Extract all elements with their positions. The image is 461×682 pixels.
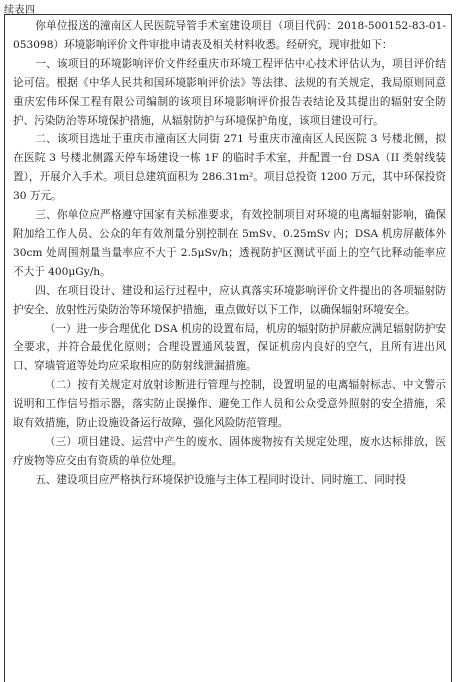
- item-4-sub-3-paragraph: （三）项目建设、运营中产生的废水、固体废物按有关规定处理，废水达标排放，医疗废物等应交由有资质的单位处理。: [13, 435, 446, 467]
- item-4-sub-2-paragraph: （二）按有关规定对放射诊断进行管理与控制，设置明显的电离辐射标志、中文警示说明和工作信号指示器，落实防止误操作、避免工作人员和公众受意外照射的安全措施，采取有效措施，防止设施设备运行故障，强化风险防范管理。: [13, 379, 446, 430]
- item-4-sub-1-paragraph: （一）进一步合理优化 DSA 机房的设置布局，机房的辐射防护屏蔽应满足辐射防护安全要求，并符合最优化原则；合理设置通风装置，保证机房内良好的空气，且所有进出风口、穿墙管道等处均应采取相应的防射线泄漏措施。: [13, 322, 446, 373]
- approval-text-body: [5, 15, 451, 490]
- intro-paragraph: 你单位报送的潼南区人民医院导管手术室建设项目（项目代码：2018-500152-83-01-053098）环境影响评价文件审批申请表及相关材料收悉。经研究，现审批如下：: [13, 20, 446, 51]
- item-5-paragraph: 五、建设项目应严格执行环境保护设施与主体工程同时设计、同时施工、同时投: [35, 473, 407, 486]
- item-2-paragraph: 二、该项目选址于重庆市潼南区大同街 271 号重庆市潼南区人民医院 3 号楼北侧，拟在医院 3 号楼北侧露天停车场建设一栋 1F 的临时手术室，并配置一台 DSA（II 类射线装置），开展介入手术。项目总建筑面积为 286.31m²。项目总投资 1200 万元，其中环保投资 30 万元。: [13, 133, 446, 203]
- item-3-paragraph: 三、你单位应严格遵守国家有关标准要求，有效控制项目对环境的电离辐射影响，确保附加给工作人员、公众的年有效剂量分别控制在 5mSv、0.25mSv 内；DSA 机房屏蔽体外 30cm 处周围剂量当量率应不大于 2.5μSv/h；透视防护区测试平面上的空气比释动能率应不大于 400μGy/h。: [13, 209, 446, 278]
- item-1-paragraph: 一、该项目的环境影响评价文件经重庆市环境工程评估中心技术评估认为，项目评价结论可信。根据《中华人民共和国环境影响评价法》等法律、法规的有关规定，我局原则同意重庆宏伟环保工程有限公司编制的该项目环境影响评价报告表结论及其提出的辐射安全防护、污染防治等环境保护措施，从辐射防护与环境保护角度，该项目建设可行。: [13, 57, 446, 127]
- table-caption: 续表四: [4, 5, 36, 16]
- item-4-paragraph: 四、在项目设计、建设和运行过程中，应认真落实环境影响评价文件提出的各项辐射防护安全、放射性污染防治等环境保护措施，重点做好以下工作，以确保辐射环境安全。: [13, 284, 446, 316]
- approval-table-cell: [4, 14, 452, 682]
